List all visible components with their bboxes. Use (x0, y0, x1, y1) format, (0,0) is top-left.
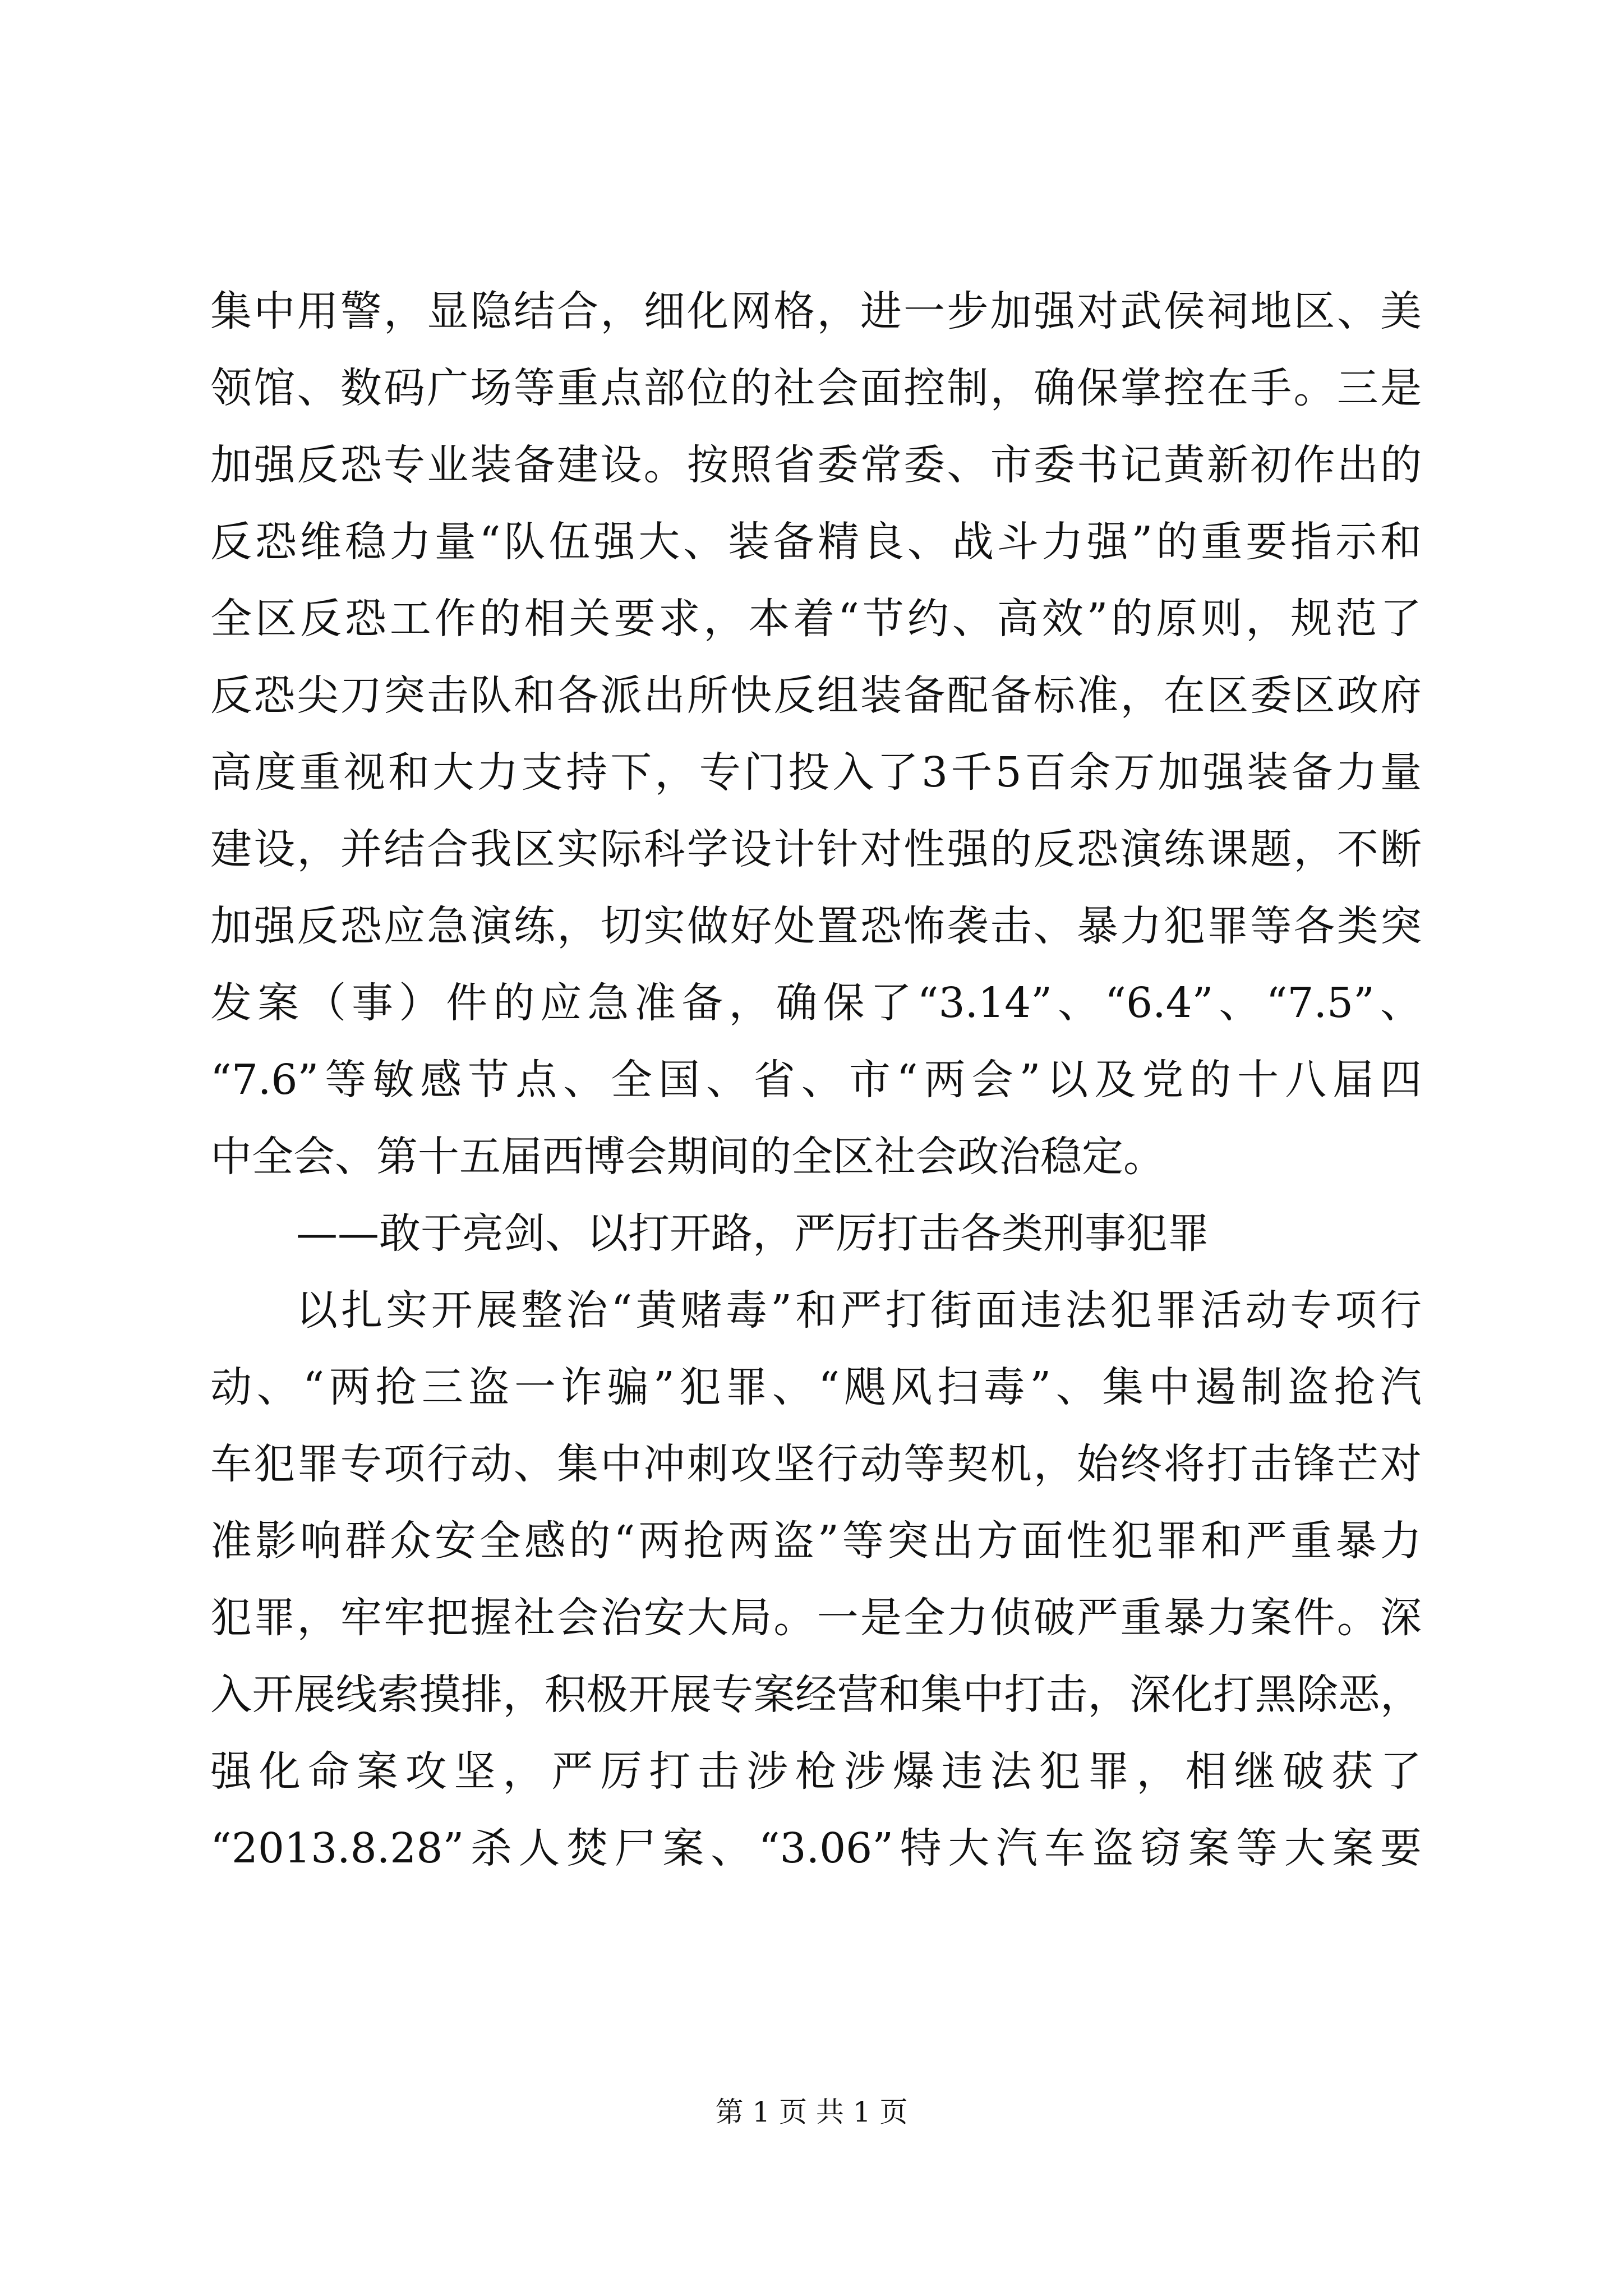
body-text-line-16: 车犯罪专项行动、集中冲刺攻坚行动等契机，始终将打击锋芒对 (210, 1440, 1422, 1488)
section-heading: ——敢于亮剑、以打开路，严厉打击各类刑事犯罪 (296, 1209, 1209, 1258)
body-text-line-2: 领馆、数码广场等重点部位的社会面控制，确保掌控在手。三是 (210, 364, 1422, 412)
body-text-line-21: “2013.8.28”杀人焚尸案、“3.06”特大汽车盗窃案等大案要 (210, 1824, 1422, 1872)
body-text-line-18: 犯罪，牢牢把握社会治安大局。一是全力侦破严重暴力案件。深 (210, 1594, 1422, 1642)
body-text-line-5: 全区反恐工作的相关要求，本着“节约、高效”的原则，规范了 (210, 595, 1422, 643)
body-text-line-11: “7.6”等敏感节点、全国、省、市“两会”以及党的十八届四 (210, 1056, 1422, 1104)
body-text-line-10: 发案（事）件的应急准备，确保了“3.14”、“6.4”、“7.5”、 (210, 979, 1422, 1027)
body-text-line-6: 反恐尖刀突击队和各派出所快反组装备配备标准，在区委区政府 (210, 671, 1422, 720)
body-text-line-9: 加强反恐应急演练，切实做好处置恐怖袭击、暴力犯罪等各类突 (210, 902, 1422, 950)
body-text-line-19: 入开展线索摸排，积极开展专案经营和集中打击，深化打黑除恶， (210, 1671, 1422, 1719)
body-text-line-14: 以扎实开展整治“黄赌毒”和严打街面违法犯罪活动专项行 (296, 1286, 1422, 1335)
body-text-line-20: 强化命案攻坚，严厉打击涉枪涉爆违法犯罪，相继破获了 (210, 1747, 1422, 1796)
body-text-line-15: 动、“两抢三盗一诈骗”犯罪、“飓风扫毒”、集中遏制盗抢汽 (210, 1363, 1422, 1411)
body-text-line-1: 集中用警，显隐结合，细化网格，进一步加强对武侯祠地区、美 (210, 287, 1422, 335)
page-number-footer: 第 1 页 共 1 页 (715, 2096, 908, 2128)
body-text-line-4: 反恐维稳力量“队伍强大、装备精良、战斗力强”的重要指示和 (210, 518, 1422, 566)
body-text-line-3: 加强反恐专业装备建设。按照省委常委、市委书记黄新初作出的 (210, 441, 1422, 489)
body-text-line-17: 准影响群众安全感的“两抢两盗”等突出方面性犯罪和严重暴力 (210, 1517, 1422, 1565)
body-text-line-8: 建设，并结合我区实际科学设计针对性强的反恐演练课题，不断 (210, 825, 1422, 873)
body-text-line-12: 中全会、第十五届西博会期间的全区社会政治稳定。 (210, 1133, 1165, 1181)
body-text-line-7: 高度重视和大力支持下，专门投入了3千5百余万加强装备力量 (210, 748, 1422, 797)
